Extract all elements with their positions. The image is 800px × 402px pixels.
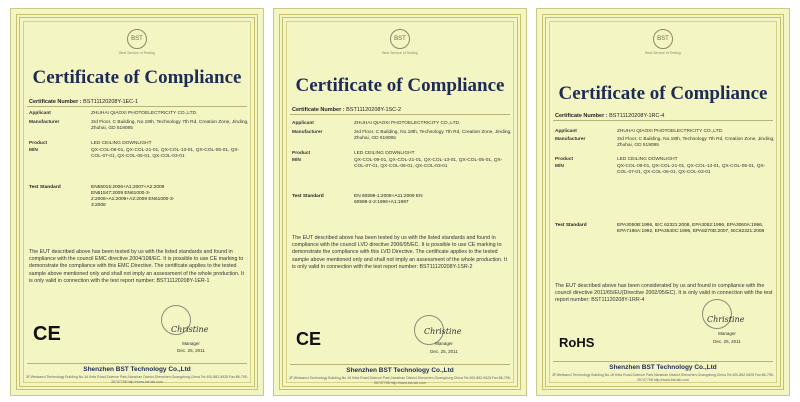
certificate-emc bbox=[10, 8, 264, 396]
issuer-company: Shenzhen BST Technology Co.,Ltd bbox=[346, 367, 454, 374]
bst-logo-icon: BST bbox=[653, 29, 673, 49]
product-row: Product LED CEILING DOWNLIGHT bbox=[555, 157, 678, 162]
certificate-title: Certificate of Compliance bbox=[558, 83, 768, 104]
signer-title: Manager bbox=[718, 331, 736, 336]
ce-mark: CE bbox=[33, 323, 61, 345]
issuer-address: 3F,Weiwanxi Technology Building,No.16 Keta Road,Science Park,Nanshan District,Shenzhen,Guangdong,China Tel:400-882-9628 Fax:86-755-26747798 http://www.bst-lab.com bbox=[289, 376, 511, 385]
test-standard-row: Test Standard EPA3050B:1996, IEC 62321:2008, EPA3052:1996, EPA3060A:1996, EPA7196A:1992, EPA3540C:1996, EPA8270D:2007, IEC62321:2008 bbox=[555, 223, 765, 234]
bst-logo-icon: BST bbox=[390, 29, 410, 49]
applicant-row: Applicant ZHUHAI QIAOXI PHOTOELECTRICITY CO.,LTD. bbox=[29, 111, 198, 116]
certificate-description: The EUT described above has been tested by us with the listed standards and found in compliance with the council EMC directive 2004/108/EC. It is possible to use CE marking to demonstrate the compliance with this EMC Directive. The certificate applies to the tested sample above mentioned only and shall not imply an assessment of the whole production. It is only valid in connection with the test report number: BST11120208Y-1ER-1 bbox=[29, 249, 244, 284]
applicant-row: Applicant ZHUHAI QIAOXI PHOTOELECTRICITY CO.,LTD. bbox=[292, 121, 461, 126]
certificate-date: Dec. 25, 2011 bbox=[430, 349, 458, 354]
test-standard-row: Test Standard EN 60598-1:2008+A11:2009 EN 60598-2-2:1996+A1:1997 bbox=[292, 194, 423, 205]
signature: Christine bbox=[707, 315, 745, 324]
org-caption: Best Service of Testing bbox=[382, 51, 418, 55]
certificate-title: Certificate of Compliance bbox=[295, 75, 505, 96]
issuer-company: Shenzhen BST Technology Co.,Ltd bbox=[83, 366, 191, 373]
ce-mark: CE bbox=[296, 329, 322, 349]
manufacturer-row: Manufacturer 3rd Floor, C Building, No.18th, Technology 7th Rd, Creation Zone, Jinding, Zhuhai, GD 519085 bbox=[555, 137, 775, 148]
rohs-mark: RoHS bbox=[559, 335, 595, 350]
model-row: M/N QX-COL-09-01, QX-COL-21-01, QX-COL-13-01, QX-COL-05-01, QX-COL-07-01, QX-COL-06-01, QX-COL-03-01 bbox=[555, 164, 766, 175]
certificate-number: Certificate Number : BST11120208Y-1SC-2 bbox=[292, 107, 402, 113]
org-caption: Best Service of Testing bbox=[119, 51, 155, 55]
signer-title: Manager bbox=[435, 341, 453, 346]
manufacturer-row: Manufacturer 3rd Floor, C Building, No.18th, Technology 7th Rd, Creation Zone, Jinding, Zhuhai, GD 519085 bbox=[29, 120, 249, 131]
org-caption: Best Service of Testing bbox=[645, 51, 681, 55]
model-row: M/N QX-COL-09-01, QX-COL-21-01, QX-COL-13-01, QX-COL-05-01, QX-COL-07-01, QX-COL-06-01, QX-COL-03-01 bbox=[292, 158, 503, 169]
certificate-title: Certificate of Compliance bbox=[32, 67, 242, 88]
certificate-number: Certificate Number : BST11120208Y-1RC-4 bbox=[555, 113, 665, 119]
certificate-lvd bbox=[273, 8, 527, 396]
manufacturer-row: Manufacturer 3rd Floor, C Building, No.18th, Technology 7th Rd, Creation Zone, Jinding, Zhuhai, GD 519085 bbox=[292, 130, 512, 141]
certificate-rohs bbox=[536, 8, 790, 396]
signer-title: Manager bbox=[182, 341, 200, 346]
issuer-address: 3F,Weiwanxi Technology Building,No.16 Keta Road,Science Park,Nanshan District,Shenzhen,Guangdong,China Tel:400-882-9628 Fax:86-755-26747798 http://www.bst-lab.com bbox=[26, 375, 248, 384]
signature: Christine bbox=[424, 327, 462, 336]
model-row: M/N QX-COL-09-01, QX-COL-21-01, QX-COL-13-01, QX-COL-05-01, QX-COL-07-01, QX-COL-06-01, QX-COL-03-01 bbox=[29, 148, 240, 159]
issuer-address: 3F,Weiwanxi Technology Building,No.16 Keta Road,Science Park,Nanshan District,Shenzhen,Guangdong,China Tel:400-882-9628 Fax:86-755-26747798 http://www.bst-lab.com bbox=[552, 373, 774, 382]
test-standard-row: Test Standard EN55015:2006+A1:2007+A2:2009 EN61547:2009 EN61000-3-2:2006+A1:2009+A2:2009 EN61000-3-3:2008 bbox=[29, 185, 175, 208]
certificate-description: The EUT described above has been considerated by us and found in compliance with the council directive 2011/65/EU(Directive 2002/95/EC). It is only valid in connection with the test report number: BST11120208Y-1RR-4 bbox=[555, 283, 773, 304]
certificate-date: Dec. 25, 2011 bbox=[177, 348, 205, 353]
seal-stamp bbox=[702, 299, 732, 329]
product-row: Product LED CEILING DOWNLIGHT bbox=[292, 151, 415, 156]
product-row: Product LED CEILING DOWNLIGHT bbox=[29, 141, 152, 146]
applicant-row: Applicant ZHUHAI QIAOXI PHOTOELECTRICITY CO.,LTD. bbox=[555, 129, 724, 134]
certificate-description: The EUT described above has been tested by us with the listed standards and found in compliance with the council LVD directive 2006/95/EC. It is possible to use CE marking to demonstrate the compliance with this LVD Directive. The certificate applies to the tested sample above mentioned only and shall not imply an assessment of the whole production. It is only valid in connection with the test report number: BST11120208Y-1SR-2 bbox=[292, 235, 507, 270]
signature: Christine bbox=[171, 325, 209, 334]
bst-logo-icon: BST bbox=[127, 29, 147, 49]
certificate-number: Certificate Number : BST11120208Y-1EC-1 bbox=[29, 99, 139, 105]
issuer-company: Shenzhen BST Technology Co.,Ltd bbox=[609, 364, 717, 371]
certificate-date: Dec. 25, 2011 bbox=[713, 339, 741, 344]
